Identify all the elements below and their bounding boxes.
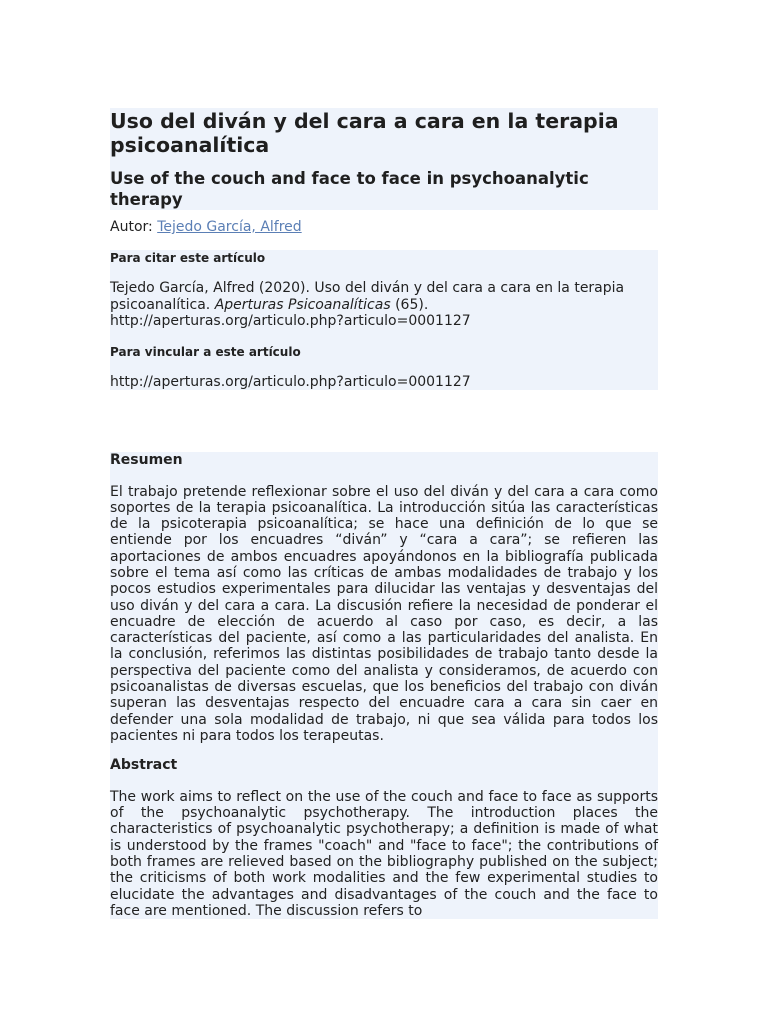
resumen-block <box>110 452 658 919</box>
author-link[interactable]: Tejedo García, Alfred <box>157 219 302 235</box>
author-label: Autor: <box>110 219 158 235</box>
article-page <box>110 108 658 919</box>
abstract-text: The work aims to reflect on the use of the couch and face to face as supports of the psychoanalytic psychotherapy. The introduction places the characteristics of psychoanalytic psychotherapy; a definition is made of what is understood by the frames "coach" and "face to face"; the contributions of both frames are relieved based on the bibliography published on the subject; the criticisms of both work modalities and the few experimental studies to elucidate the advantages and disadvantages of the couch and the face to face are mentioned. The discussion refers to <box>110 788 658 919</box>
abstract-heading: Abstract <box>110 757 178 774</box>
cite-text-after: (65). http://aperturas.org/articulo.php?articulo=0001127 <box>110 296 471 329</box>
cite-journal: Aperturas Psicoanalíticas <box>214 296 391 313</box>
link-url: http://aperturas.org/articulo.php?articulo=0001127 <box>110 373 471 390</box>
title-english: Use of the couch and face to face in psychoanalytic therapy <box>110 169 589 209</box>
citation-block <box>110 250 658 390</box>
link-label: Para vincular a este artículo <box>110 344 301 359</box>
spacer <box>110 390 658 452</box>
cite-text-before: Tejedo García, Alfred (2020). Uso del diván y del cara a cara en la terapia psicoanalítica. <box>110 280 625 313</box>
cite-text <box>110 266 658 344</box>
resumen-heading: Resumen <box>110 452 183 468</box>
title-spanish: Uso del diván y del cara a cara en la terapia psicoanalítica <box>110 109 619 157</box>
cite-label: Para citar este artículo <box>110 251 266 265</box>
resumen-text: El trabajo pretende reflexionar sobre el uso del diván y del cara a cara como soportes de la terapia psicoanalítica. La introducción sitúa las características de la psicoterapia psicoanalítica; se hace una definición de lo que se entiende por los encuadres “diván” y “cara a cara”; se refieren las aportaciones de ambos encuadres apoyándonos en la bibliografía publicada sobre el tema así como las críticas de ambas modalidades de trabajo y los pocos estudios experimentales para dilucidar las ventajas y desventajas del uso diván y del cara a cara. La discusión refiere la necesidad de ponderar el encuadre de elección de acuerdo al caso por caso, es decir, a las características del paciente, así como a las particularidades del analista. En la conclusión, referimos las distintas posibilidades de trabajo tanto desde la perspectiva del paciente como del analista y consideramos, de acuerdo con psicoanalistas de diversas escuelas, que los beneficios del trabajo con diván superan las desventajas respecto del encuadre cara a cara sin caer en defender una sola modalidad de trabajo, ni que sea válida para todos los pacientes ni para todos los terapeutas. <box>110 483 658 744</box>
title-block <box>110 108 658 210</box>
author-line <box>110 218 658 236</box>
